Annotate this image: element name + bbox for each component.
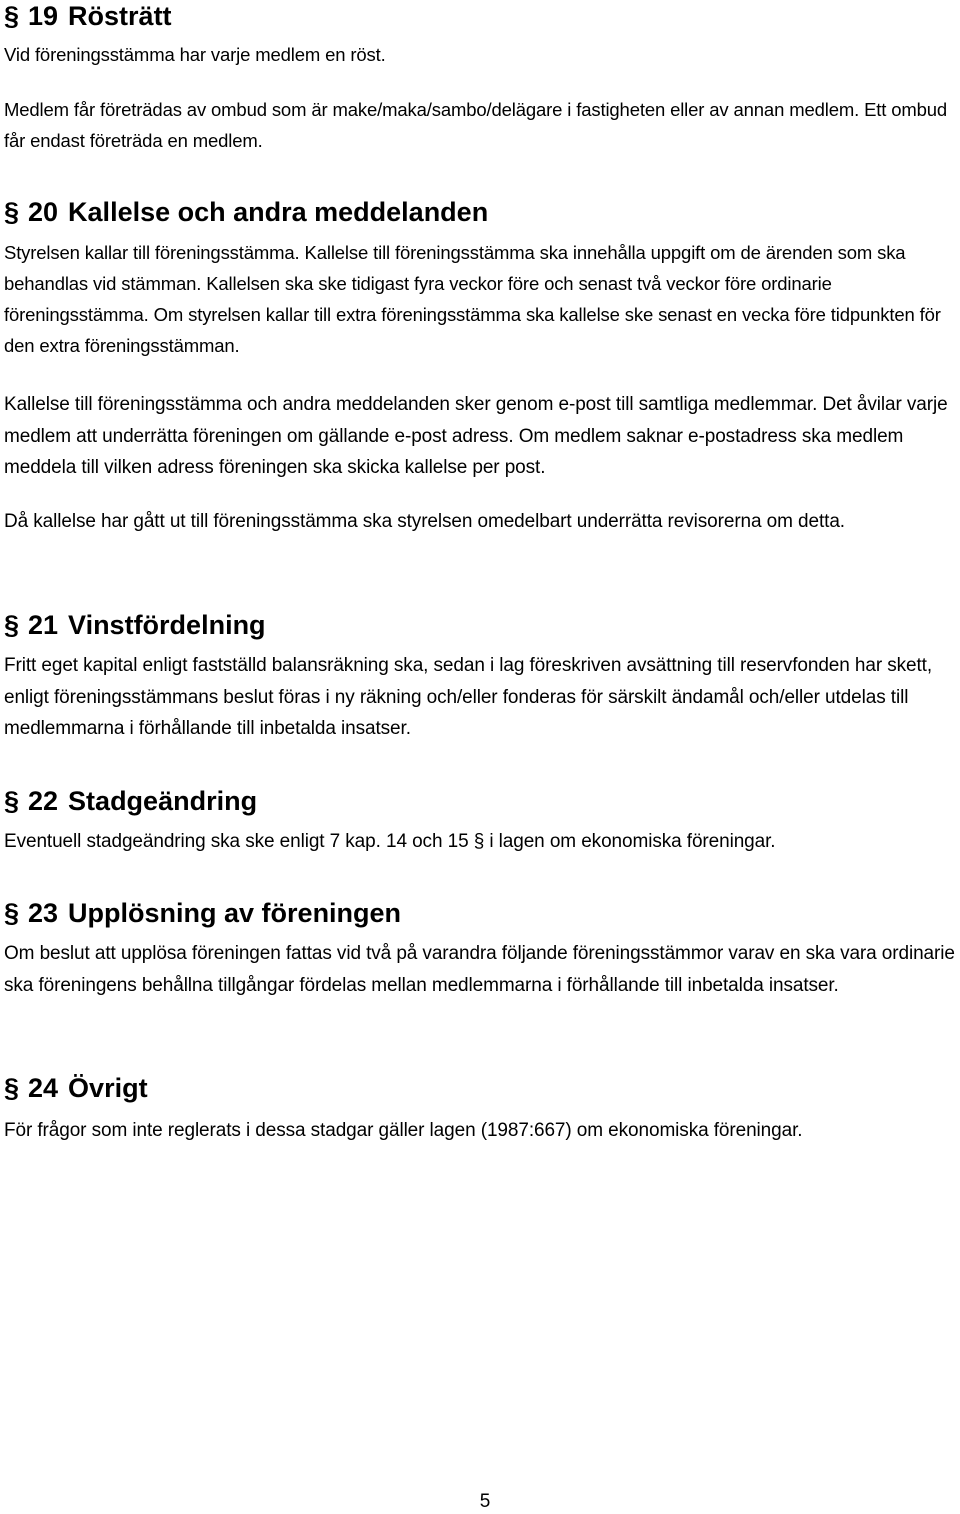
section-title: Upplösning av föreningen	[68, 898, 402, 928]
paragraph: Kallelse till föreningsstämma och andra meddelanden sker genom e-post till samtliga medlemmar. Det åvilar varje medlem att underrätta föreningen om gällande e-post adress. Om medlem saknar e-postadress ska medlem meddela till vilken adress föreningen ska skicka kallelse per post.	[4, 394, 948, 478]
section-number: 20	[28, 197, 59, 227]
paragraph: Vid föreningsstämma har varje medlem en röst.	[4, 44, 386, 65]
section-title: Stadgeändring	[68, 786, 258, 816]
section-number: 23	[28, 898, 59, 928]
section-heading-24	[4, 1072, 148, 1104]
paragraph: Om beslut att upplösa föreningen fattas vid två på varandra följande föreningsstämmor varav en ska vara ordinarie ska föreningens behållna tillgångar fördelas mellan medlemmarna i förhållande till inbetalda insatser.	[4, 943, 955, 996]
paragraph: Medlem får företrädas av ombud som är make/maka/sambo/delägare i fastigheten eller av annan medlem. Ett ombud får endast företräda en medlem.	[4, 99, 948, 151]
section-symbol: §	[4, 610, 20, 640]
section-symbol: §	[4, 898, 20, 928]
section-heading-22	[4, 785, 257, 817]
paragraph: Fritt eget kapital enligt fastställd balansräkning ska, sedan i lag föreskriven avsättning till reservfonden har skett, enligt föreningsstämmans beslut föras i ny räkning och/eller fonderas för särskilt ändamål och/eller utdelas till medlemmarna i förhållande till inbetalda insatser.	[4, 655, 933, 739]
section-title: Övrigt	[68, 1073, 148, 1103]
section-symbol: §	[4, 1, 20, 31]
section-title: Vinstfördelning	[68, 610, 266, 640]
section-number: 19	[28, 1, 59, 31]
section-title: Kallelse och andra meddelanden	[68, 197, 489, 227]
section-heading-23	[4, 897, 401, 929]
page-number: 5	[479, 1491, 491, 1512]
section-symbol: §	[4, 197, 20, 227]
section-symbol: §	[4, 786, 20, 816]
paragraph: Eventuell stadgeändring ska ske enligt 7 kap. 14 och 15 § i lagen om ekonomiska föreningar.	[4, 831, 776, 852]
paragraph: För frågor som inte reglerats i dessa stadgar gäller lagen (1987:667) om ekonomiska föreningar.	[4, 1120, 803, 1141]
section-symbol: §	[4, 1073, 20, 1103]
section-heading-19	[4, 0, 172, 32]
section-number: 22	[28, 786, 59, 816]
section-title: Rösträtt	[68, 1, 172, 31]
section-number: 24	[28, 1073, 59, 1103]
section-heading-20	[4, 196, 488, 228]
section-number: 21	[28, 610, 59, 640]
section-heading-21	[4, 609, 266, 641]
paragraph: Styrelsen kallar till föreningsstämma. Kallelse till föreningsstämma ska innehålla uppgift om de ärenden som ska behandlas vid stämman. Kallelsen ska ske tidigast fyra veckor före och senast två veckor före ordinarie föreningsstämma. Om styrelsen kallar till extra föreningsstämma ska kallelse ske senast en vecka före tidpunkten för den extra föreningsstämman.	[4, 242, 941, 356]
paragraph: Då kallelse har gått ut till föreningsstämma ska styrelsen omedelbart underrätta revisorerna om detta.	[4, 511, 845, 532]
